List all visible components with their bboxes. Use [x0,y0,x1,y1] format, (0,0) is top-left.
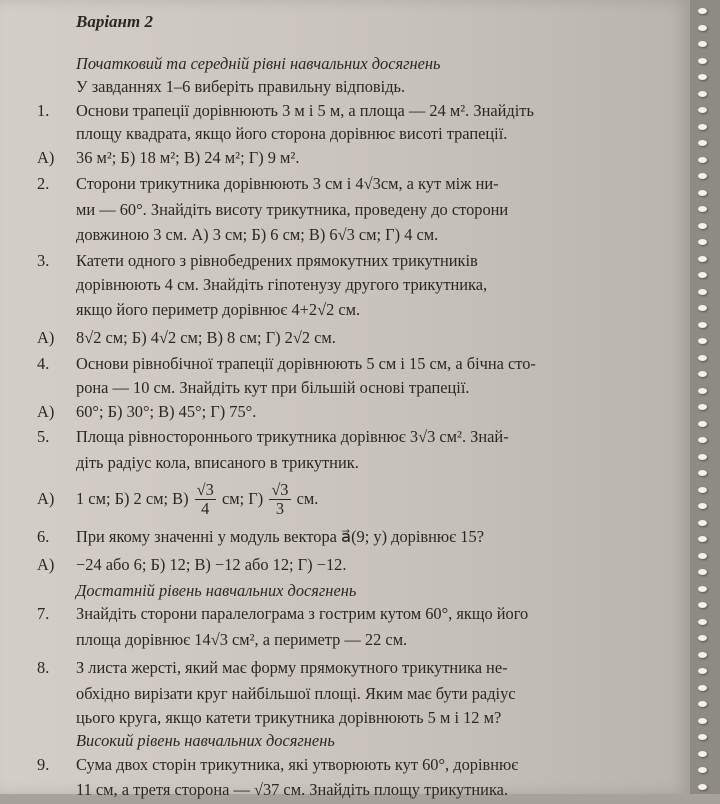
spiral-hole [698,388,707,394]
task-number: 5. [37,427,50,447]
answer-label: А) [37,488,55,508]
fraction [195,481,216,518]
spiral-hole [698,338,707,344]
task-3 [34,249,666,352]
task-text: обхідно вирізати круг найбільшої площі. Яким має бути радіус [76,683,516,703]
answer-label: А) [37,554,55,574]
answer-text: −24 або 6; Б) 12; В) −12 або 12; Г) −12. [76,554,347,574]
fraction-denominator: 3 [275,499,285,519]
task-text: Сума двох сторін трикутника, які утворюють кут 60°, дорівнює [76,754,519,774]
variant-title: Варіант 2 [76,12,153,31]
task-9 [34,753,666,804]
task-text: якщо його периметр дорівнює 4+2√2 см. [76,300,361,320]
spiral-hole [698,404,707,410]
task-8 [34,654,666,729]
spiral-hole [698,751,707,757]
spiral-hole [698,58,707,64]
task-2 [34,170,666,250]
spiral-hole [698,536,707,542]
spiral-hole [698,734,707,740]
spiral-hole [698,503,707,509]
spiral-hole [698,520,707,526]
task-text: Основи рівнобічної трапеції дорівнюють 5 см і 15 см, а бічна сто- [76,354,536,374]
fraction [269,481,290,518]
spiral-hole [698,190,707,196]
task-number: 6. [37,526,50,546]
spiral-hole [698,305,707,311]
spiral-hole [698,668,707,674]
task-number: 4. [37,354,50,374]
spiral-hole [698,553,707,559]
spiral-hole [698,685,707,691]
task-6 [34,523,666,579]
task-line [34,170,666,198]
section-heading-high: Високий рівень навчальних досягнень [76,731,335,751]
task-text: довжиною 3 см. А) 3 см; Б) 6 см; В) 6√3 см; Г) 4 см. [76,225,439,245]
task-number: 9. [37,754,50,774]
task-text: Сторони трикутника дорівнюють 3 см і 4√3см, а кут між ни- [76,173,499,193]
fraction-numerator: √3 [196,480,214,500]
task-text: Площа рівностороннього трикутника дорівнює 3√3 см². Знай- [76,427,509,447]
answer-label: А) [37,328,55,348]
fraction-numerator: √3 [271,480,289,500]
spiral-hole [698,767,707,773]
spiral-hole [698,91,707,97]
spiral-hole [698,487,707,493]
task-text: рона — 10 см. Знайдіть кут при більшій основі трапеції. [76,377,470,397]
spiral-hole [698,25,707,31]
answer-text: 60°; Б) 30°; В) 45°; Г) 75°. [76,401,257,421]
spiral-hole [698,454,707,460]
task-line [34,523,666,551]
spiral-hole [698,223,707,229]
answer-options [34,475,666,523]
answer-options [34,400,666,424]
task-text: діть радіус кола, вписаного в трикутник. [76,453,359,473]
task-4 [34,352,666,423]
task-7 [34,602,666,654]
task-text: площа дорівнює 14√3 см², а периметр — 22 см. [76,629,408,649]
task-line [34,249,666,273]
spiral-hole [698,272,707,278]
task-number: 8. [37,657,50,677]
task-5 [34,423,666,523]
spiral-hole [698,157,707,163]
spiral-hole [698,784,707,790]
answer-text: 1 см; Б) 2 см; В) [76,488,189,508]
task-line [34,654,666,682]
spiral-hole [698,289,707,295]
spiral-hole [698,437,707,443]
spiral-hole [698,355,707,361]
spiral-hole [698,107,707,113]
instruction-text: У завданнях 1–6 виберіть правильну відповідь. [76,77,406,97]
task-text: При якому значенні y модуль вектора a⃗(9; y) дорівнює 15? [76,526,484,546]
spiral-hole [698,140,707,146]
answer-options [34,324,666,352]
answer-label: А) [37,401,55,421]
spiral-hole [698,619,707,625]
task-text: Основи трапеції дорівнюють 3 м і 5 м, а площа — 24 м². Знайдіть [76,100,534,120]
task-text: 11 см, а третя сторона — √37 см. Знайдіть площу трикутника. [76,780,509,800]
task-text: ми — 60°. Знайдіть висоту трикутника, проведену до сторони [76,199,509,219]
task-line [34,99,666,123]
task-text: дорівнюють 4 см. Знайдіть гіпотенузу другого трикутника, [76,274,488,294]
spiral-hole [698,470,707,476]
spiral-hole [698,173,707,179]
spiral-hole [698,239,707,245]
spiral-hole [698,421,707,427]
task-number: 3. [37,251,50,271]
spiral-hole [698,371,707,377]
task-text: цього круга, якщо катети трикутника дорівнюють 5 м і 12 м? [76,707,502,727]
spiral-hole [698,718,707,724]
spiral-hole [698,586,707,592]
task-line [34,352,666,376]
spiral-hole [698,41,707,47]
answer-text: 8√2 см; Б) 4√2 см; В) 8 см; Г) 2√2 см. [76,328,336,348]
task-line [34,753,666,777]
spiral-hole [698,569,707,575]
page-content [34,10,666,804]
spiral-hole [698,256,707,262]
section-heading-sufficient: Достатній рівень навчальних досягнень [76,580,357,600]
notebook-spiral [690,0,720,794]
task-number: 2. [37,173,50,193]
answer-options [34,551,666,579]
section-heading-initial: Початковий та середній рівні навчальних досягнень [76,53,441,73]
spiral-hole [698,635,707,641]
fraction-denominator: 4 [201,499,210,519]
task-line [34,602,666,626]
task-text: площу квадрата, якщо його сторона дорівнює висоті трапеції. [76,124,508,144]
answer-options [34,146,666,170]
answer-text: см. [296,488,319,508]
task-text: З листа жерсті, який має форму прямокутного трикутника не- [76,657,508,677]
spiral-hole [698,322,707,328]
answer-text: 36 м²; Б) 18 м²; В) 24 м²; Г) 9 м². [76,147,300,167]
answer-text: см; Г) [221,488,264,508]
answer-label: А) [37,147,55,167]
spiral-hole [698,602,707,608]
spiral-hole [698,652,707,658]
task-1 [34,99,666,170]
spiral-hole [698,701,707,707]
spiral-hole [698,74,707,80]
spiral-hole [698,124,707,130]
task-text: Катети одного з рівнобедрених прямокутних трикутників [76,251,478,271]
task-number: 7. [37,604,50,624]
task-line [34,423,666,451]
spiral-hole [698,8,707,14]
task-number: 1. [37,100,50,120]
spiral-hole [698,206,707,212]
task-text: Знайдіть сторони паралелограма з гострим кутом 60°, якщо його [76,604,529,624]
